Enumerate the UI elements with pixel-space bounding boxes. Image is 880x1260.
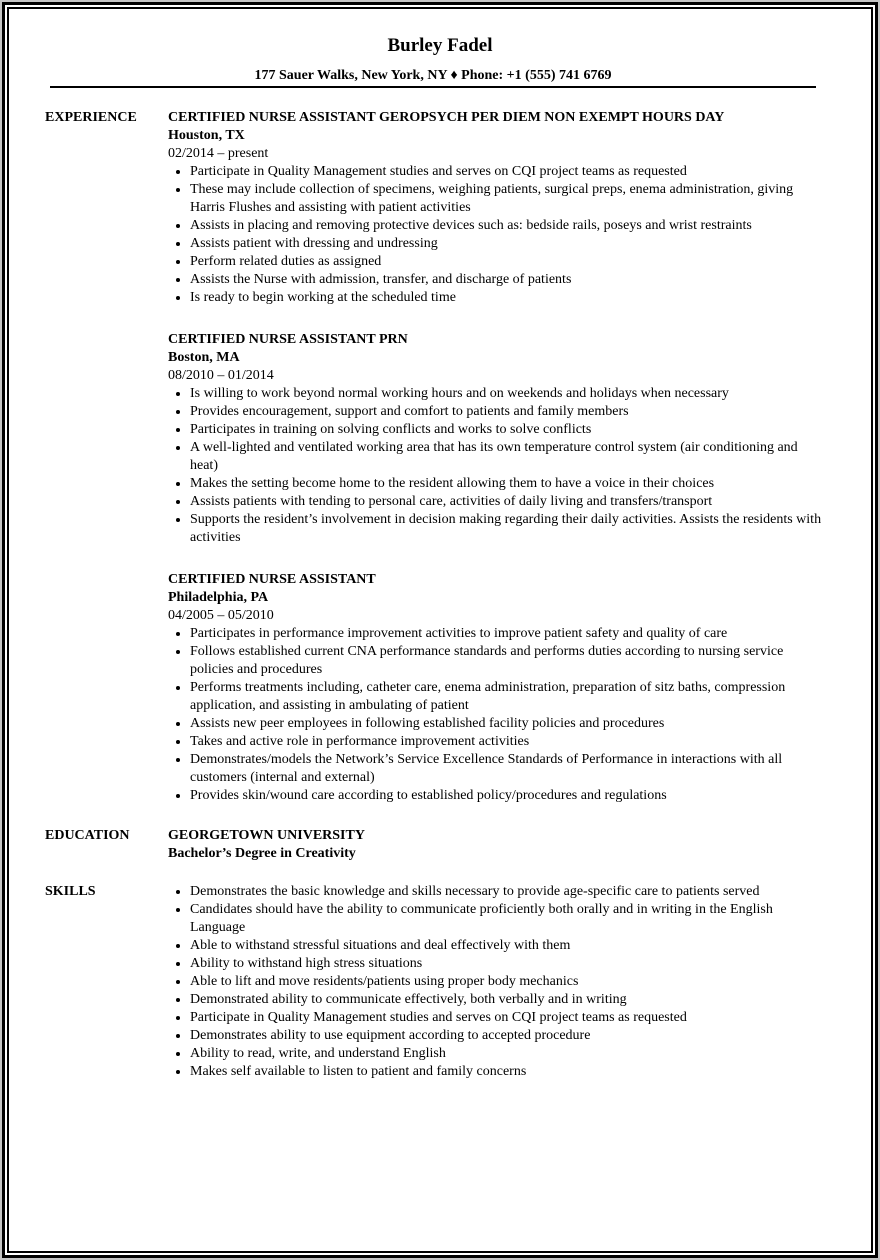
list-item: Supports the resident’s involvement in decision making regarding their daily activities. Assists the residents with activities [168,511,828,547]
list-item: Assists in placing and removing protective devices such as: bedside rails, poseys and wrist restraints [168,217,828,235]
job-bullets [168,385,828,547]
job-location: Boston, MA [168,350,240,365]
list-item: Demonstrates ability to use equipment according to accepted procedure [168,1027,828,1045]
list-item: Follows established current CNA performance standards and performs duties according to nursing service policies and procedures [168,643,828,679]
school-name: GEORGETOWN UNIVERSITY [168,828,365,843]
list-item: Makes self available to listen to patient and family concerns [168,1063,828,1081]
section-label-experience: EXPERIENCE [45,110,137,125]
list-item: Demonstrates the basic knowledge and skills necessary to provide age-specific care to patients served [168,883,828,901]
job-entry [168,109,828,307]
list-item: Demonstrated ability to communicate effectively, both verbally and in writing [168,991,828,1009]
list-item: Participates in training on solving conflicts and works to solve conflicts [168,421,828,439]
list-item: Able to withstand stressful situations and deal effectively with them [168,937,828,955]
list-item: Takes and active role in performance improvement activities [168,733,828,751]
list-item: A well-lighted and ventilated working area that has its own temperature control system (air conditioning and heat) [168,439,828,475]
list-item: Assists new peer employees in following established facility policies and procedures [168,715,828,733]
list-item: Candidates should have the ability to communicate proficiently both orally and in writing in the English Language [168,901,828,937]
section-label-education: EDUCATION [45,828,130,843]
contact-line: 177 Sauer Walks, New York, NY ♦ Phone: +1 (555) 741 6769 [254,68,612,83]
job-dates: 08/2010 – 01/2014 [168,368,274,383]
list-item: Makes the setting become home to the resident allowing them to have a voice in their choices [168,475,828,493]
list-item: Performs treatments including, catheter care, enema administration, preparation of sitz baths, compression application, and assisting in ambulating of patient [168,679,828,715]
job-dates: 04/2005 – 05/2010 [168,608,274,623]
list-item: Ability to withstand high stress situations [168,955,828,973]
list-item: Able to lift and move residents/patients using proper body mechanics [168,973,828,991]
list-item: Participates in performance improvement activities to improve patient safety and quality of care [168,625,828,643]
degree: Bachelor’s Degree in Creativity [168,846,356,861]
job-location: Philadelphia, PA [168,590,269,605]
list-item: Assists patient with dressing and undressing [168,235,828,253]
list-item: Is ready to begin working at the scheduled time [168,289,828,307]
list-item: Is willing to work beyond normal working hours and on weekends and holidays when necessary [168,385,828,403]
job-title: CERTIFIED NURSE ASSISTANT PRN [168,332,408,347]
section-label-skills: SKILLS [45,884,96,899]
header-divider [50,86,816,88]
skills-body [168,883,828,1081]
job-entry [168,331,828,547]
list-item: These may include collection of specimens, weighing patients, surgical preps, enema administration, giving Harris Flushes and assisting with patient activities [168,181,828,217]
job-title: CERTIFIED NURSE ASSISTANT [168,572,376,587]
list-item: Provides encouragement, support and comfort to patients and family members [168,403,828,421]
list-item: Provides skin/wound care according to established policy/procedures and regulations [168,787,828,805]
skills-list [168,883,828,1081]
job-entry [168,571,828,805]
job-location: Houston, TX [168,128,245,143]
list-item: Participate in Quality Management studies and serves on CQI project teams as requested [168,163,828,181]
job-bullets [168,625,828,805]
job-dates: 02/2014 – present [168,146,269,161]
list-item: Participate in Quality Management studies and serves on CQI project teams as requested [168,1009,828,1027]
experience-body [168,109,828,829]
job-title: CERTIFIED NURSE ASSISTANT GEROPSYCH PER DIEM NON EXEMPT HOURS DAY [168,110,725,125]
list-item: Ability to read, write, and understand English [168,1045,828,1063]
education-body [168,827,828,863]
candidate-name: Burley Fadel [387,35,493,56]
list-item: Assists patients with tending to personal care, activities of daily living and transfers/transport [168,493,828,511]
list-item: Assists the Nurse with admission, transfer, and discharge of patients [168,271,828,289]
list-item: Perform related duties as assigned [168,253,828,271]
job-bullets [168,163,828,307]
list-item: Demonstrates/models the Network’s Service Excellence Standards of Performance in interactions with all customers (internal and external) [168,751,828,787]
